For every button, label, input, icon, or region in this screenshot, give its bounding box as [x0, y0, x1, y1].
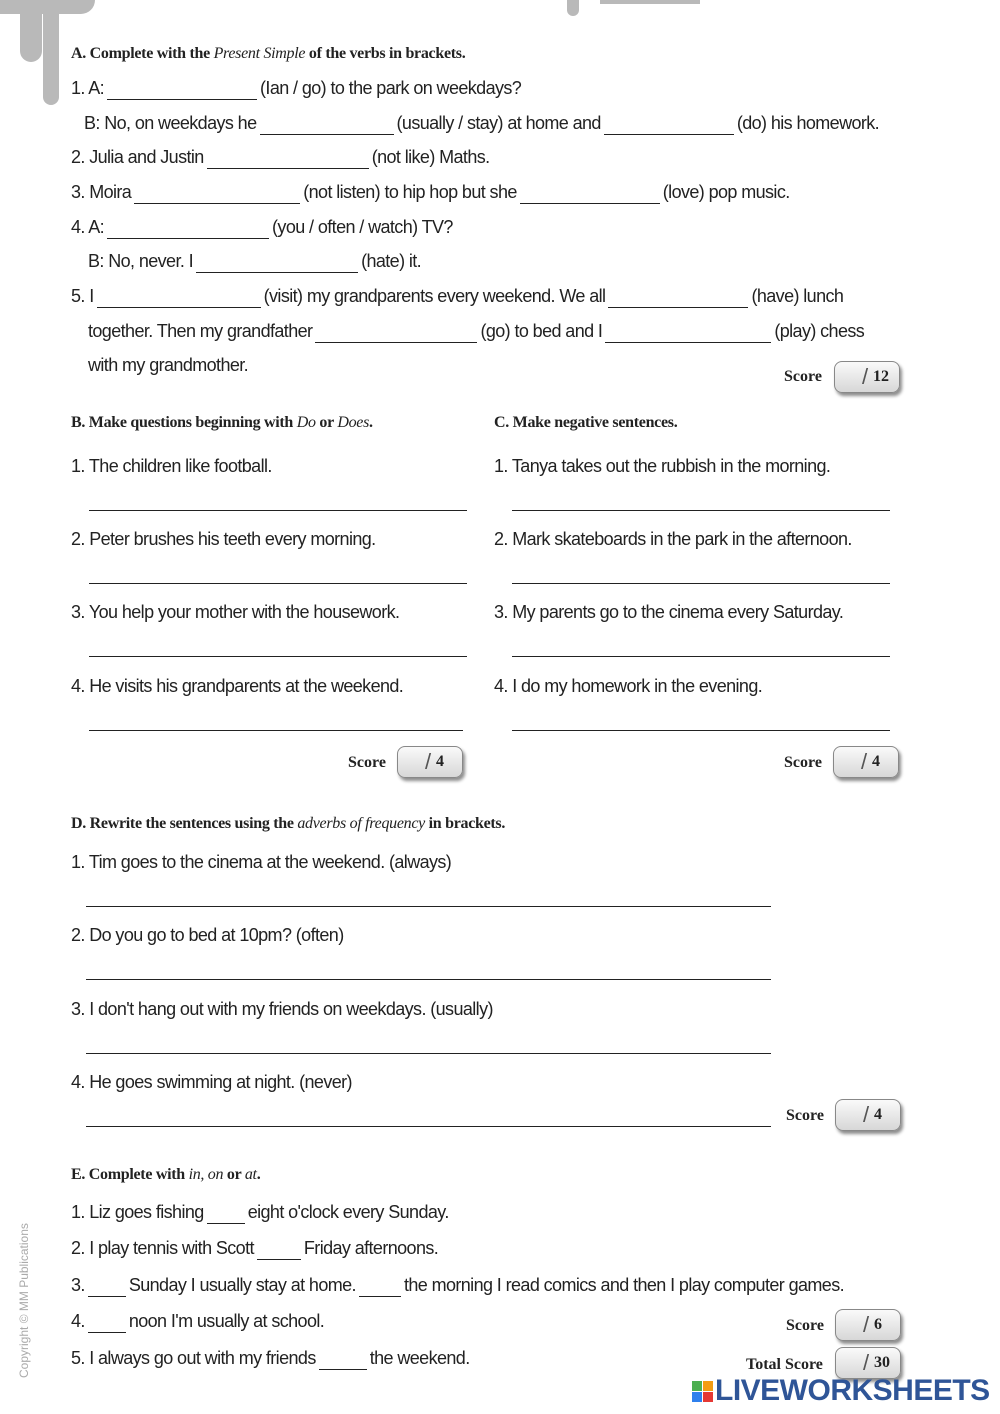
section-c-answer-line[interactable] — [512, 559, 890, 584]
section-a-q1a: 1. A: (Ian / go) to the park on weekdays? — [71, 78, 522, 98]
section-b-item: 1. The children like football. — [71, 456, 272, 476]
answer-gap[interactable] — [88, 1312, 126, 1333]
score-max: 4 — [436, 753, 444, 770]
section-d-item: 3. I don't hang out with my friends on weekdays. (usually) — [71, 999, 493, 1019]
answer-gap[interactable] — [608, 287, 748, 308]
section-d-heading: D. Rewrite the sentences using the adverbs of frequency in brackets. — [71, 815, 506, 832]
section-a-score-box — [834, 361, 900, 393]
section-a-heading: A. Complete with the Present Simple of the verbs in brackets. — [71, 45, 466, 62]
section-b-score-label: Score — [348, 754, 386, 771]
section-e-score-label: Score — [786, 1317, 824, 1334]
logo-square — [703, 1381, 713, 1391]
section-a-q1b: B: No, on weekdays he (usually / stay) at home and (do) his homework. — [84, 113, 880, 133]
section-a-q4a: 4. A: (you / often / watch) TV? — [71, 217, 453, 237]
section-b-item: 3. You help your mother with the housework. — [71, 602, 400, 622]
decorative-drip — [567, 0, 579, 16]
section-c-answer-line[interactable] — [512, 632, 890, 657]
section-d-score-label: Score — [786, 1107, 824, 1124]
decorative-drip — [43, 0, 59, 105]
answer-gap[interactable] — [107, 79, 257, 100]
total-score-label: Total Score — [746, 1356, 823, 1373]
section-c-item: 4. I do my homework in the evening. — [494, 676, 763, 696]
section-b-answer-line[interactable] — [89, 706, 463, 731]
section-d-item: 4. He goes swimming at night. (never) — [71, 1072, 352, 1092]
score-slash: / — [863, 1312, 870, 1337]
decorative-drip — [20, 0, 42, 62]
section-c-item: 3. My parents go to the cinema every Saturday. — [494, 602, 844, 622]
section-a-q5a: 5. I (visit) my grandparents every weekend. We all (have) lunch — [71, 286, 844, 306]
answer-gap[interactable] — [520, 183, 660, 204]
answer-gap[interactable] — [257, 1239, 301, 1260]
section-d-answer-line[interactable] — [86, 1029, 771, 1054]
answer-gap[interactable] — [88, 1276, 126, 1297]
section-b-answer-line[interactable] — [89, 559, 467, 584]
answer-gap[interactable] — [196, 252, 358, 273]
answer-gap[interactable] — [605, 322, 771, 343]
section-b-score-box — [397, 746, 463, 778]
score-max: 6 — [874, 1316, 882, 1333]
section-a-q5c: with my grandmother. — [88, 355, 249, 375]
section-c-item: 2. Mark skateboards in the park in the afternoon. — [494, 529, 852, 549]
answer-gap[interactable] — [207, 1203, 245, 1224]
answer-gap[interactable] — [134, 183, 300, 204]
answer-gap[interactable] — [319, 1349, 367, 1370]
score-slash: / — [862, 364, 869, 389]
answer-gap[interactable] — [97, 287, 261, 308]
score-slash: / — [863, 1350, 870, 1375]
section-a-q2: 2. Julia and Justin (not like) Maths. — [71, 147, 490, 167]
answer-gap[interactable] — [107, 218, 269, 239]
section-a-q4b: B: No, never. I (hate) it. — [88, 251, 422, 271]
decorative-drip — [600, 0, 700, 4]
answer-gap[interactable] — [359, 1276, 401, 1297]
section-b-answer-line[interactable] — [89, 486, 467, 511]
section-c-score-box — [833, 746, 899, 778]
score-max: 30 — [874, 1354, 890, 1371]
logo-square — [692, 1392, 702, 1402]
answer-gap[interactable] — [604, 114, 734, 135]
score-slash: / — [425, 749, 432, 774]
score-max: 12 — [873, 368, 889, 385]
liveworksheets-logo[interactable] — [692, 1374, 990, 1408]
section-b-answer-line[interactable] — [89, 632, 467, 657]
section-d-answer-line[interactable] — [86, 1102, 771, 1127]
section-e-q3: 3. Sunday I usually stay at home. the morning I read comics and then I play computer games. — [71, 1275, 844, 1295]
section-a-q5b: together. Then my grandfather (go) to bed and I (play) chess — [88, 321, 865, 341]
section-a-score-label: Score — [784, 368, 822, 385]
section-e-q1: 1. Liz goes fishing eight o'clock every Sunday. — [71, 1202, 449, 1222]
score-slash: / — [861, 749, 868, 774]
logo-icon — [692, 1381, 713, 1402]
answer-gap[interactable] — [207, 148, 369, 169]
logo-text: LIVEWORKSHEETS — [715, 1374, 990, 1407]
section-d-score-box — [835, 1099, 901, 1131]
section-d-item: 2. Do you go to bed at 10pm? (often) — [71, 925, 344, 945]
section-d-answer-line[interactable] — [86, 882, 771, 907]
section-c-item: 1. Tanya takes out the rubbish in the morning. — [494, 456, 831, 476]
score-max: 4 — [874, 1106, 882, 1123]
section-e-q2: 2. I play tennis with Scott Friday afternoons. — [71, 1238, 439, 1258]
section-e-q4: 4. noon I'm usually at school. — [71, 1311, 325, 1331]
section-e-score-box — [835, 1309, 901, 1341]
section-d-item: 1. Tim goes to the cinema at the weekend. (always) — [71, 852, 452, 872]
section-c-heading: C. Make negative sentences. — [494, 414, 678, 431]
section-c-answer-line[interactable] — [512, 486, 890, 511]
answer-gap[interactable] — [315, 322, 477, 343]
section-e-q5: 5. I always go out with my friends the weekend. — [71, 1348, 470, 1368]
logo-square — [692, 1381, 702, 1391]
section-c-score-label: Score — [784, 754, 822, 771]
section-e-heading: E. Complete with in, on or at. — [71, 1166, 261, 1183]
copyright-text: Copyright © MM Publications — [17, 1223, 31, 1378]
section-d-answer-line[interactable] — [86, 955, 771, 980]
section-a-q3: 3. Moira (not listen) to hip hop but she (love) pop music. — [71, 182, 790, 202]
score-max: 4 — [872, 753, 880, 770]
section-b-item: 4. He visits his grandparents at the weekend. — [71, 676, 404, 696]
section-c-answer-line[interactable] — [512, 706, 890, 731]
section-b-item: 2. Peter brushes his teeth every morning. — [71, 529, 376, 549]
answer-gap[interactable] — [260, 114, 394, 135]
section-b-heading: B. Make questions beginning with Do or Does. — [71, 414, 373, 431]
logo-square — [703, 1392, 713, 1402]
score-slash: / — [863, 1102, 870, 1127]
